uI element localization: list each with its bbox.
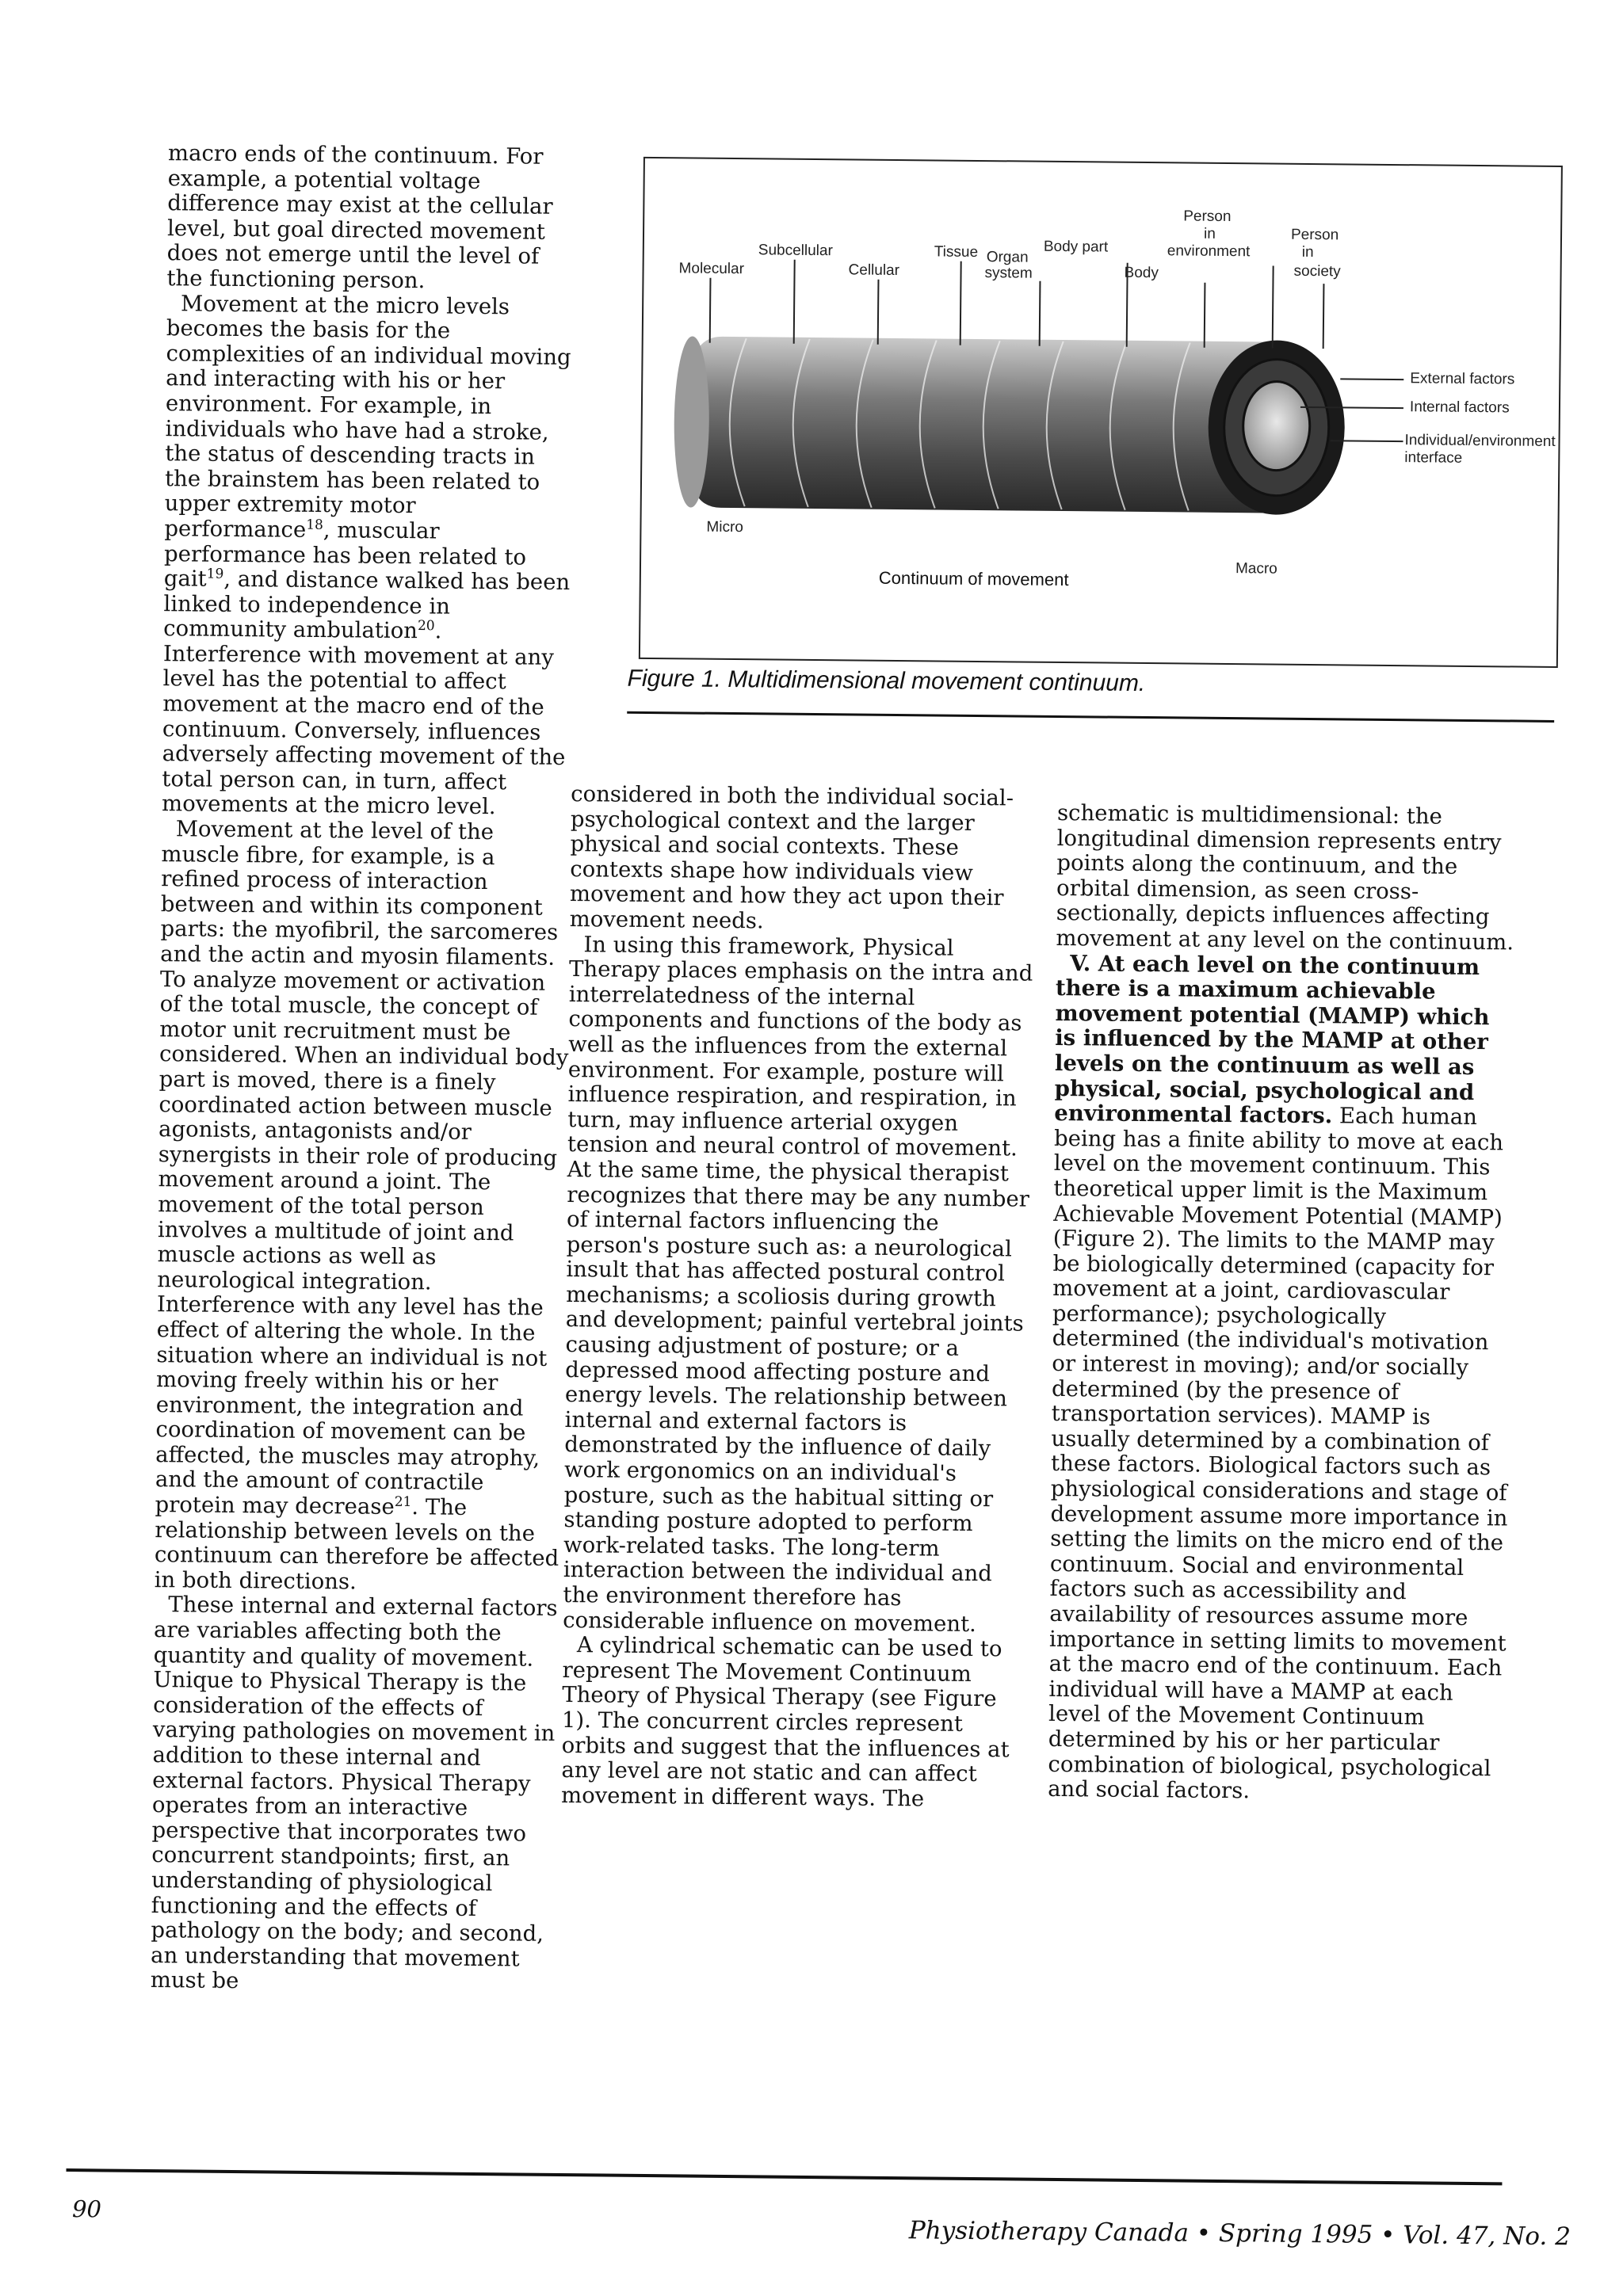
label-subcellular: Subcellular <box>758 242 833 260</box>
label-interface-2: interface <box>1404 449 1463 467</box>
pointer-internal <box>1300 407 1403 408</box>
left-column <box>151 141 580 1997</box>
tick-person-environment <box>1273 266 1274 349</box>
label-internal-factors: Internal factors <box>1409 399 1510 417</box>
right-column <box>1048 801 1517 1806</box>
label-body: Body <box>1124 264 1159 282</box>
label-person-society-2: in <box>1301 243 1314 261</box>
page-number: 90 <box>71 2195 102 2223</box>
label-cellular: Cellular <box>848 261 900 280</box>
label-person-environment-1: Person <box>1183 208 1232 226</box>
caption-divider <box>627 711 1554 723</box>
paragraph: macro ends of the continuum. For example, a potential voltage difference may exist at the cellular level, but goal directed movement does not emerge until the level of the functioning person. <box>166 140 553 294</box>
label-person-environment-2: in <box>1203 225 1216 242</box>
label-organ-system: system <box>984 265 1033 282</box>
label-person-environment-3: environment <box>1167 242 1251 261</box>
middle-column <box>561 782 1035 1813</box>
tick-molecular <box>710 278 711 343</box>
tick-person-society <box>1323 284 1324 349</box>
paragraph: Movement at the micro levels becomes the basis for the complexities of an individual moving and interacting with his or her environment. For example, in individuals who have had a stroke, the status of descending tracts in the brainstem has been related to upper extremity motor performance$^{18}$, muscular performance has been related to gait$^{19}$, and distance walked has been linked to independence in community ambulation$^{20}$. Interference with movement at any level has the potential to affect movement at the macro end of the continuum. Conversely, influences adversely affecting movement of the total person can, in turn, affect movements at the micro level. <box>161 290 571 820</box>
tick-subcellular <box>794 260 795 344</box>
label-tissue: Tissue <box>934 243 979 261</box>
principle-heading: V. At each level on the continuum there is a maximum achievable movement potential (MAMP) which is influenced by the MAMP at other levels on the continuum as well as physical, social, psychological and environmental factors. <box>1054 950 1490 1129</box>
label-person-society-1: Person <box>1290 226 1339 244</box>
paragraph: schematic is multidimensional: the longitudinal dimension represents entry points along the continuum, and the orbital dimension, as seen cross-sectionally, depicts influences affecting movement at any level on the continuum. <box>1056 799 1514 955</box>
label-person-society-3: society <box>1293 262 1341 280</box>
figure-caption: Figure 1. Multidimensional movement continuum. <box>627 665 1146 697</box>
tick-tissue <box>960 261 961 345</box>
label-body-part: Body part <box>1043 238 1109 256</box>
label-organ: Organ <box>986 249 1029 266</box>
label-molecular: Molecular <box>678 260 745 278</box>
figure-1 <box>639 157 1563 668</box>
paragraph: A cylindrical schematic can be used to represent The Movement Continuum Theory of Physical Therapy (see Figure 1). The concurrent circles represent orbits and suggest that the influences at any level are not static and can affect movement in different ways. The <box>560 1632 1010 1812</box>
continuum-title: Continuum of movement <box>878 567 1069 590</box>
paragraph: V. At each level on the continuum there is a maximum achievable movement potential (MAMP) which is influenced by the MAMP at other levels on the continuum as well as physical, social, psychological and environmental factors. Each human being has a finite ability to move at each level on the movement continuum. This theoretical upper limit is the Maximum Achievable Movement Potential (MAMP) (Figure 2). The limits to the MAMP may be biologically determined (capacity for movement at a joint, cardiovascular performance); psychologically determined (the individual's motivation or interest in moving); and/or socially determined (by the presence of transportation services). MAMP is usually determined by a combination of these factors. Biological factors such as physiological considerations and stage of development assume more importance in setting the limits on the micro end of the continuum. Social and environmental factors such as accessibility and availability of resources assume more importance in setting limits to movement at the macro end of the continuum. Each individual will have a MAMP at each level of the Movement Continuum determined by his or her particular combination of biological, psychological and social factors. <box>1048 950 1508 1804</box>
label-micro: Micro <box>706 518 744 536</box>
footer-divider <box>67 2168 1503 2185</box>
label-macro: Macro <box>1235 560 1277 578</box>
tick-cellular <box>878 280 879 345</box>
inner-circle <box>1243 381 1310 471</box>
tick-organ-system <box>1040 281 1041 346</box>
paragraph: Movement at the level of the muscle fibre, for example, is a refined process of interaction between and within its component parts: the myofibril, the sarcomeres and the actin and myosin filaments. To analyze movement or activation of the total muscle, the concept of motor unit recruitment must be considered. When an individual body part is moved, there is a finely coordinated action between muscle agonists, antagonists and/or synergists in their role of producing movement around a joint. The movement of the total person involves a multitude of joint and muscle actions as well as neurological integration. Interference with any level has the effect of altering the whole. In the situation where an individual is not moving freely within his or her environment, the integration and coordination of movement can be affected, the muscles may atrophy, and the amount of contractile protein may decrease$^{21}$. The relationship between levels on the continuum can therefore be affected in both directions. <box>154 816 569 1595</box>
paragraph: These internal and external factors are variables affecting both the quantity and quality of movement. Unique to Physical Therapy is the consideration of the effects of varying pathologies on movement in addition to these internal and external factors. Physical Therapy operates from an interactive perspective that incorporates two concurrent standpoints; first, an understanding of physiological functioning and the effects of pathology on the body; and second, an understanding that movement must be <box>150 1592 558 1994</box>
paragraph: In using this framework, Physical Therapy places emphasis on the intra and interrelatedness of the internal components and functions of the body as well as the influences from the external environment. For example, posture will influence respiration, and respiration, in turn, may influence arterial oxygen tension and neural control of movement. At the same time, the physical therapist recognizes that there may be any number of internal factors influencing the person's posture such as: a neurological insult that has affected postural control mechanisms; a scoliosis during growth and development; painful vertebral joints causing adjustment of posture; or a depressed mood affecting posture and energy levels. The relationship between internal and external factors is demonstrated by the influence of daily work ergonomics on an individual's posture, such as the habitual sitting or standing posture adopted to perform work-related tasks. The long-term interaction between the individual and the environment therefore has considerable influence on movement. <box>563 931 1033 1637</box>
journal-citation: Physiotherapy Canada • Spring 1995 • Vol. 47, No. 2 <box>908 2216 1571 2252</box>
label-interface-1: Individual/environment <box>1404 432 1556 450</box>
label-external-factors: External factors <box>1410 370 1515 388</box>
paragraph: considered in both the individual social-psychological context and the larger physical and social contexts. These contexts shape how individuals view movement and how they act upon their movement needs. <box>569 781 1014 934</box>
